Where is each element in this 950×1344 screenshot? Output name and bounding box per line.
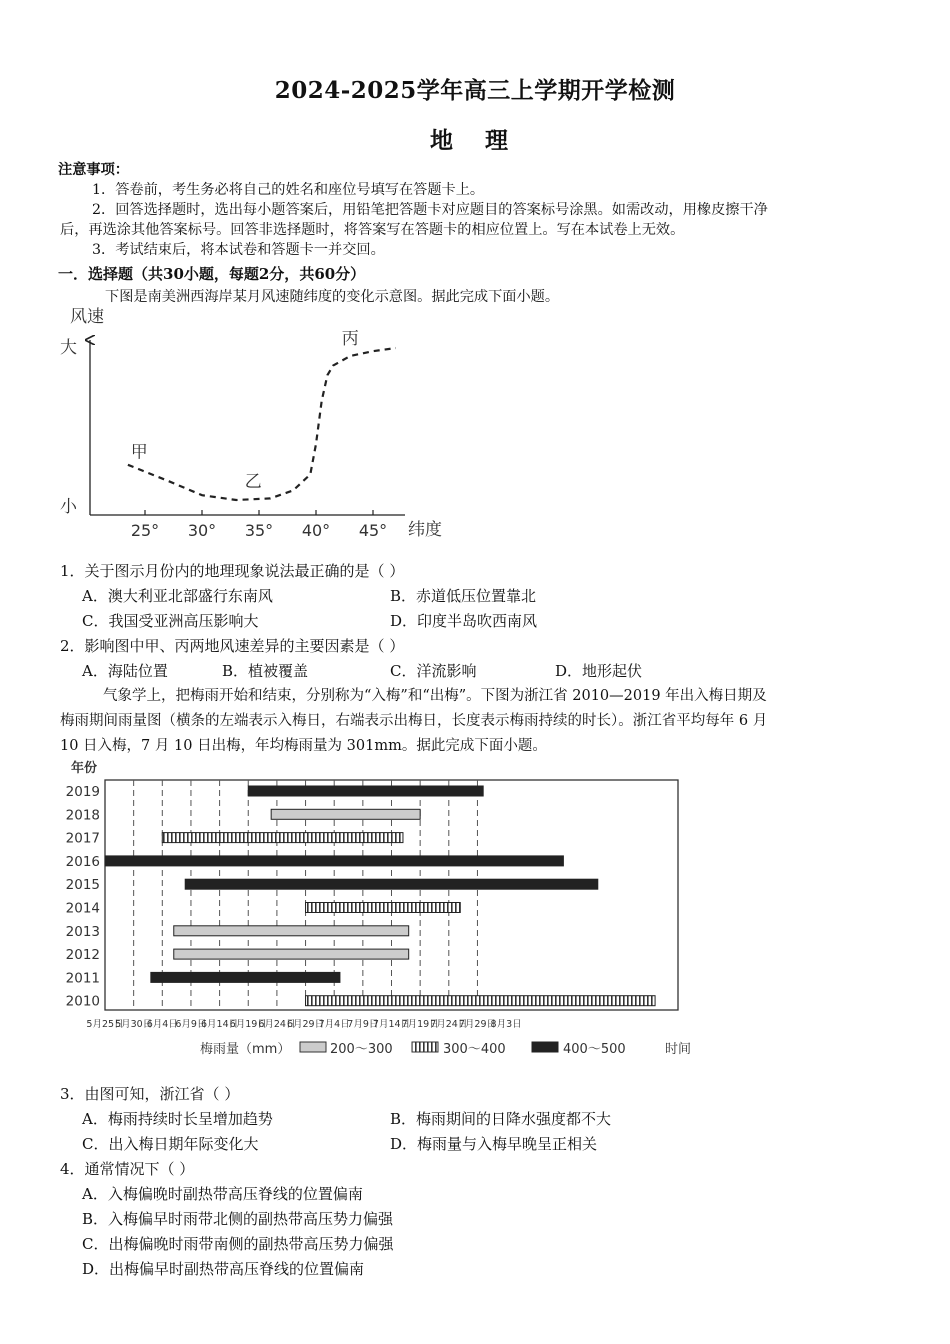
q3-option-a: A．梅雨持续时长呈增加趋势 [82,1110,273,1128]
q2-option-b: B．植被覆盖 [222,662,309,680]
rain-x-tick-label: 6月4日 [146,1019,178,1030]
notice-item-1: 1．答卷前，考生务必将自己的姓名和座位号填写在答题卡上。 [92,182,485,198]
q1-option-c: C．我国受亚洲高压影响大 [82,612,259,630]
rain-bar [306,903,461,913]
rain-x-tick-label: 7月29日 [458,1019,497,1030]
rain-bar [151,972,340,982]
rain-x-tick-label: 6月9日 [175,1019,207,1030]
q1-option-d: D．印度半岛吹西南风 [390,612,538,630]
q3-option-b: B．梅雨期间的日降水强度都不大 [390,1110,612,1128]
rain-bar [306,996,656,1006]
rain-x-tick-label: 7月9日 [347,1019,379,1030]
rain-year-label: 2018 [65,807,100,824]
rain-x-tick-label: 5月25日 [86,1019,124,1030]
q3-option-d: D．梅雨量与入梅早晚呈正相关 [390,1135,598,1153]
rain-ylabel: 年份 [71,761,98,776]
rain-x-tick-label: 6月24日 [258,1019,296,1030]
q1-option-a: A．澳大利亚北部盛行东南风 [82,587,273,605]
passage-2-line-3: 10 日入梅，7 月 10 日出梅，年均梅雨量为 301mm。据此完成下面小题。 [60,738,547,754]
wind-xlabel: 纬度 [408,520,442,540]
q2-stem: 2．影响图中甲、丙两地风速差异的主要因素是（ ） [60,637,405,655]
notice-item-3: 3．考试结束后，将本试卷和答题卡一并交回。 [92,242,385,258]
q1-option-b: B．赤道低压位置靠北 [390,587,537,605]
rain-x-tick-label: 6月29日 [286,1019,325,1030]
wind-point-label: 乙 [244,472,262,493]
legend-swatch-dark [532,1042,558,1052]
wind-x-tick-label: 30° [187,521,217,540]
rain-bar [174,926,409,936]
wind-x-tick-label: 40° [301,521,331,540]
legend-label-200-300: 200～300 [330,1042,393,1057]
passage-2-line-2: 梅雨期间雨量图（横条的左端表示入梅日，右端表示出梅日，长度表示梅雨持续的时长）。浙江省平均每年 6 月 [60,713,768,729]
q2-option-d: D．地形起伏 [555,662,643,680]
legend-label-400-500: 400～500 [563,1042,626,1057]
rain-year-label: 2013 [65,923,100,940]
rain-x-tick-label: 7月24日 [430,1019,468,1030]
wind-x-tick-label: 35° [244,521,274,540]
notice-item-2: 2．回答选择题时，选出每小题答案后，用铅笔把答题卡对应题目的答案标号涂黑。如需改动，用橡皮擦干净 [92,202,768,218]
wind-ylabel: 风速 [70,307,104,327]
rain-bar [174,949,409,959]
rain-year-label: 2019 [65,784,100,800]
rain-bar [162,833,403,843]
rain-x-tick-label: 6月14日 [201,1019,239,1030]
rain-xlabel: 时间 [665,1042,692,1057]
rain-bar [105,856,563,866]
rain-bar [248,786,483,796]
q4-option-a: A．入梅偏晚时副热带高压脊线的位置偏南 [82,1185,363,1203]
q4-option-c: C．出梅偏晚时雨带南侧的副热带高压势力偏强 [82,1235,394,1253]
q1-stem: 1．关于图示月份内的地理现象说法最正确的是（ ） [60,562,405,580]
exam-title: 2024-2025学年高三上学期开学检测 [274,77,676,104]
q3-option-c: C．出入梅日期年际变化大 [82,1135,259,1153]
wind-point-label: 丙 [341,329,359,349]
rain-x-tick-label: 8月3日 [490,1019,522,1030]
notice-heading: 注意事项： [58,162,129,178]
rain-year-label: 2015 [65,877,100,894]
rain-bar [271,809,420,819]
rain-x-tick-label: 5月30日 [115,1019,153,1030]
q4-stem: 4．通常情况下（ ） [60,1160,195,1178]
rain-year-label: 2010 [65,993,100,1010]
notice-item-2-cont: 后，再选涂其他答案标号。回答非选择题时，将答案写在答题卡的相应位置上。写在本试卷上无效。 [60,222,685,238]
rain-year-label: 2012 [65,947,100,964]
q4-option-b: B．入梅偏早时雨带北侧的副热带高压势力偏强 [82,1210,394,1228]
rain-year-label: 2014 [65,900,100,917]
rain-x-tick-label: 7月4日 [318,1019,350,1030]
rain-year-label: 2016 [65,853,100,870]
legend-label-300-400: 300～400 [443,1042,506,1057]
rain-x-tick-label: 7月14日 [372,1019,411,1030]
wind-x-tick-label: 25° [130,521,160,540]
rain-x-tick-label: 6月19日 [229,1019,267,1030]
wind-y-bottom: 小 [60,497,77,517]
section-heading: 一．选择题（共30小题，每题2分，共60分） [58,265,366,283]
rain-year-label: 2017 [65,830,100,847]
rain-bar [185,879,598,889]
legend-swatch-striped [412,1042,438,1052]
subject-title: 地 理 [429,127,520,154]
legend-swatch-light [300,1042,326,1052]
wind-speed-line [128,348,396,500]
wind-point-label: 甲 [130,442,148,463]
passage-1: 下图是南美洲西海岸某月风速随纬度的变化示意图。据此完成下面小题。 [105,289,560,305]
q3-stem: 3．由图可知，浙江省（ ） [60,1085,240,1103]
q4-option-d: D．出梅偏早时副热带高压脊线的位置偏南 [82,1260,365,1278]
wind-speed-chart [50,300,470,550]
wind-x-tick-label: 45° [358,521,388,540]
rain-legend-title: 梅雨量（mm） [200,1042,291,1057]
q2-option-a: A．海陆位置 [82,662,168,680]
rain-year-label: 2011 [65,970,100,987]
rain-x-tick-label: 7月19日 [401,1019,439,1030]
passage-2-line-1: 气象学上，把梅雨开始和结束，分别称为“入梅”和“出梅”。下图为浙江省 2010—2019 年出入梅日期及 [103,688,767,704]
q2-option-c: C．洋流影响 [390,662,477,680]
plum-rain-chart [55,755,715,1065]
wind-y-top: 大 [60,338,77,358]
